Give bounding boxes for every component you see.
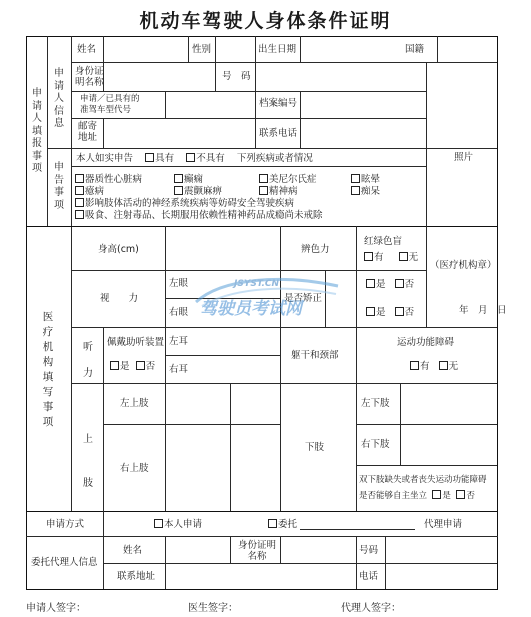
license-class-label: 申请／已具有的 准驾车型代号 (80, 94, 140, 115)
motor-impair-options[interactable]: 有 无 (410, 361, 458, 372)
birthdate-label: 出生日期 (258, 44, 297, 55)
color-blind-options[interactable]: 有 无 (364, 252, 418, 263)
watermark-logo (192, 272, 342, 320)
left-upper-label: 左上肢 (120, 398, 149, 409)
id-doc-label: 身份证 明名称 (75, 66, 104, 88)
left-lower-label: 左下肢 (361, 398, 390, 409)
red-green-label: 红绿色盲 (364, 236, 403, 247)
form-title: 机动车驾驶人身体条件证明 (139, 10, 392, 32)
hearing-label: 听力 (83, 342, 93, 379)
lower-limb-label: 下肢 (305, 442, 325, 453)
right-ear-label: 右耳 (169, 364, 189, 375)
gender-label: 性别 (192, 44, 212, 55)
file-number-label: 档案编号 (259, 98, 298, 109)
agent-number-label: 号码 (359, 545, 379, 556)
left-ear-label: 左耳 (169, 336, 189, 347)
name-label: 姓名 (77, 44, 97, 55)
agent-id-label: 身份证明 名称 (238, 540, 277, 562)
phone-label: 联系电话 (259, 128, 298, 139)
postal-address-label: 邮寄 地址 (78, 121, 98, 143)
section-applicant-info-label: 申请人信息 (54, 68, 64, 129)
both-lower-limbs-label: 双下肢缺失或者丧失运动功能障碍 (359, 475, 487, 485)
disease-mental[interactable]: 精神病 (259, 186, 298, 197)
sit-independently-label[interactable]: 是否能够自主坐立 是 否 (359, 491, 475, 501)
disease-vertigo[interactable]: 眩晕 (351, 174, 380, 185)
left-eye-label: 左眼 (169, 278, 189, 289)
right-lower-label: 右下肢 (361, 439, 390, 450)
agent-phone-label: 电话 (359, 571, 379, 582)
disease-meniere[interactable]: 美尼尔氏症 (259, 174, 317, 185)
right-eye-label: 右眼 (169, 307, 189, 318)
nationality-label: 国籍 (405, 44, 425, 55)
section-medical-label: 医疗机构填写事项 (42, 311, 54, 428)
watermark-domain: JSYST.CN (234, 279, 279, 289)
has-not-checkbox[interactable] (186, 153, 195, 162)
id-number-label: 号 码 (222, 71, 251, 82)
color-vision-label: 辨色力 (301, 244, 330, 255)
entrust-blank-line (300, 529, 415, 530)
hearing-aid-label: 佩戴助听装置 (107, 337, 165, 348)
medical-stamp-label: （医疗机构章） (430, 260, 497, 271)
disease-parkinson[interactable]: 震颤麻痹 (174, 186, 222, 197)
motor-impair-label: 运动功能障碍 (397, 337, 455, 348)
right-eye-correction[interactable]: 是 否 (366, 307, 414, 318)
agent-signature-label: 代理人签字： (341, 603, 401, 614)
declaration-line: 本人如实申告 具有 不具有 下列疾病或者情况 (76, 153, 313, 164)
hearing-aid-options[interactable]: 是 否 (110, 361, 155, 372)
vision-label: 视 力 (100, 293, 139, 304)
disease-drugs[interactable]: 吸食、注射毒品、长期服用依赖性精神药品成瘾尚未戒除 (75, 210, 323, 221)
stamp-date-label: 年 月 日 (459, 305, 507, 316)
has-checkbox[interactable] (145, 153, 154, 162)
agent-apply-label: 代理申请 (424, 519, 463, 530)
disease-dementia[interactable]: 痴呆 (351, 186, 380, 197)
section-applicant-label: 申请人填报事项 (32, 88, 42, 174)
upper-limb-label: 上肢 (83, 434, 93, 489)
apply-method-label: 申请方式 (46, 519, 85, 530)
right-upper-label: 右上肢 (120, 463, 149, 474)
agent-info-label: 委托代理人信息 (31, 557, 98, 568)
correction-label: 是否矫正 (284, 293, 323, 304)
left-eye-correction[interactable]: 是 否 (366, 279, 414, 290)
section-declaration-label: 申告事项 (54, 162, 64, 211)
disease-neuro[interactable]: 影响肢体活动的神经系统疾病等妨碍安全驾驶疾病 (75, 198, 294, 209)
self-apply-option[interactable]: 本人申请 (154, 519, 202, 530)
applicant-signature-label: 申请人签字： (26, 603, 86, 614)
disease-epilepsy[interactable]: 癫痫 (174, 174, 203, 185)
height-label: 身高(cm) (98, 244, 139, 255)
disease-hysteria[interactable]: 癔病 (75, 186, 104, 197)
agent-address-label: 联系地址 (117, 571, 156, 582)
entrust-option[interactable]: 委托 (268, 519, 297, 530)
trunk-neck-label: 躯干和颈部 (291, 350, 339, 361)
doctor-signature-label: 医生签字： (188, 603, 238, 614)
disease-heart[interactable]: 器质性心脏病 (75, 174, 142, 185)
photo-label: 照片 (454, 152, 474, 163)
agent-name-label: 姓名 (123, 545, 143, 556)
watermark-text: 驾驶员考试网 (200, 299, 302, 319)
